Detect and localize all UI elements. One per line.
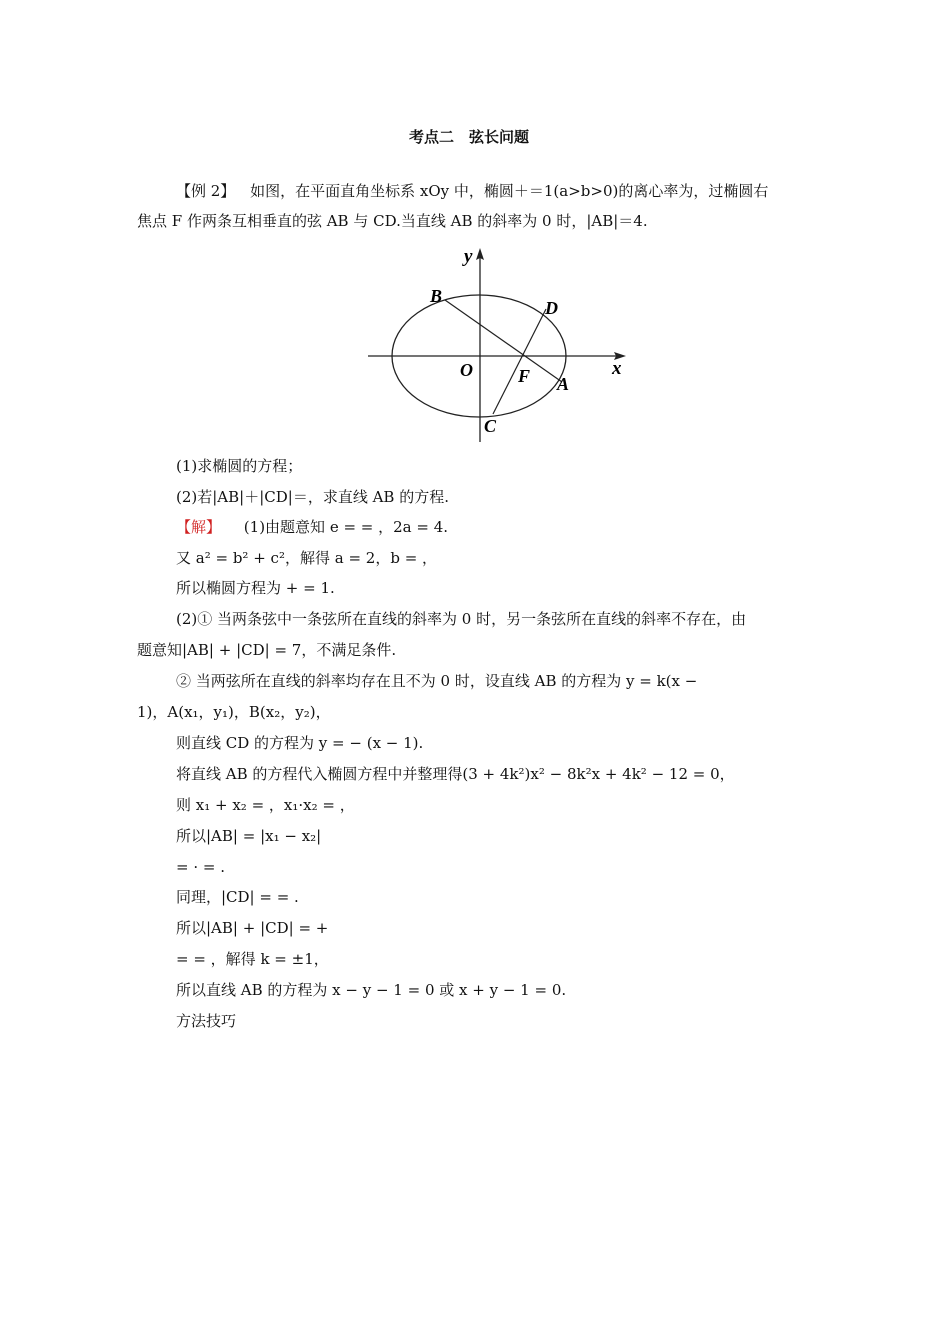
solution-tag: 【解】: [176, 518, 222, 536]
solution-line-4: (2)① 当两条弦中一条弦所在直线的斜率为 0 时，另一条弦所在直线的斜率不存在，由: [176, 610, 747, 628]
section-title: 考点二 弦长问题: [409, 128, 530, 146]
solution-line-5: 题意知|AB| + |CD| = 7，不满足条件.: [137, 641, 397, 659]
solution-line-14: 所以|AB| + |CD| = +: [176, 919, 329, 937]
solution-line-11: 所以|AB| = |x₁ − x₂|: [176, 827, 322, 845]
example-tag: 【例 2】: [176, 182, 236, 200]
label-c: C: [484, 416, 497, 436]
solution-line-7: 1)，A(x₁，y₁)，B(x₂，y₂)，: [137, 703, 331, 721]
label-d: D: [545, 298, 558, 318]
label-b: B: [430, 286, 443, 306]
solution-line-15: = = ，解得 k = ±1，: [176, 950, 329, 968]
question-2: (2)若|AB|＋|CD|＝，求直线 AB 的方程.: [176, 488, 449, 506]
question-1: (1)求椭圆的方程；: [176, 457, 303, 475]
ellipse-figure: [360, 242, 640, 452]
example-line-2: 焦点 F 作两条互相垂直的弦 AB 与 CD.当直线 AB 的斜率为 0 时，|AB|＝4.: [137, 212, 648, 230]
solution-line-2: 又 a² = b² + c²，解得 a = 2，b = ，: [176, 549, 438, 567]
label-y: y: [464, 246, 473, 267]
solution-line-1: [176, 517, 448, 537]
solution-line-12: = · = .: [176, 858, 225, 876]
solution-line-9: 将直线 AB 的方程代入椭圆方程中并整理得(3 + 4k²)x² − 8k²x + 4k² − 12 = 0，: [176, 765, 735, 783]
solution-line-6: ② 当两弦所在直线的斜率均存在且不为 0 时，设直线 AB 的方程为 y = k(x −: [176, 672, 698, 690]
solution-line-13: 同理，|CD| = = .: [176, 888, 299, 906]
label-f: F: [518, 366, 531, 386]
chord-cd: [493, 309, 546, 414]
solution-line-3: 所以椭圆方程为 + = 1.: [176, 579, 335, 597]
solution-line-8: 则直线 CD 的方程为 y = − (x − 1).: [176, 734, 424, 752]
example-line-1: [176, 181, 768, 201]
label-x: x: [612, 358, 622, 379]
label-a: A: [557, 374, 570, 394]
solution-line-10: 则 x₁ + x₂ = ，x₁·x₂ = ，: [176, 796, 355, 814]
label-o: O: [460, 360, 473, 380]
example-text-1: 如图，在平面直角坐标系 xOy 中，椭圆＋＝1(a>b>0)的离心率为，过椭圆右: [250, 182, 769, 200]
solution-text-1: (1)由题意知 e = = ，2a = 4.: [243, 518, 449, 536]
solution-line-16: 所以直线 AB 的方程为 x − y − 1 = 0 或 x + y − 1 = 0.: [176, 981, 567, 999]
method-tips-heading: 方法技巧: [176, 1012, 237, 1030]
